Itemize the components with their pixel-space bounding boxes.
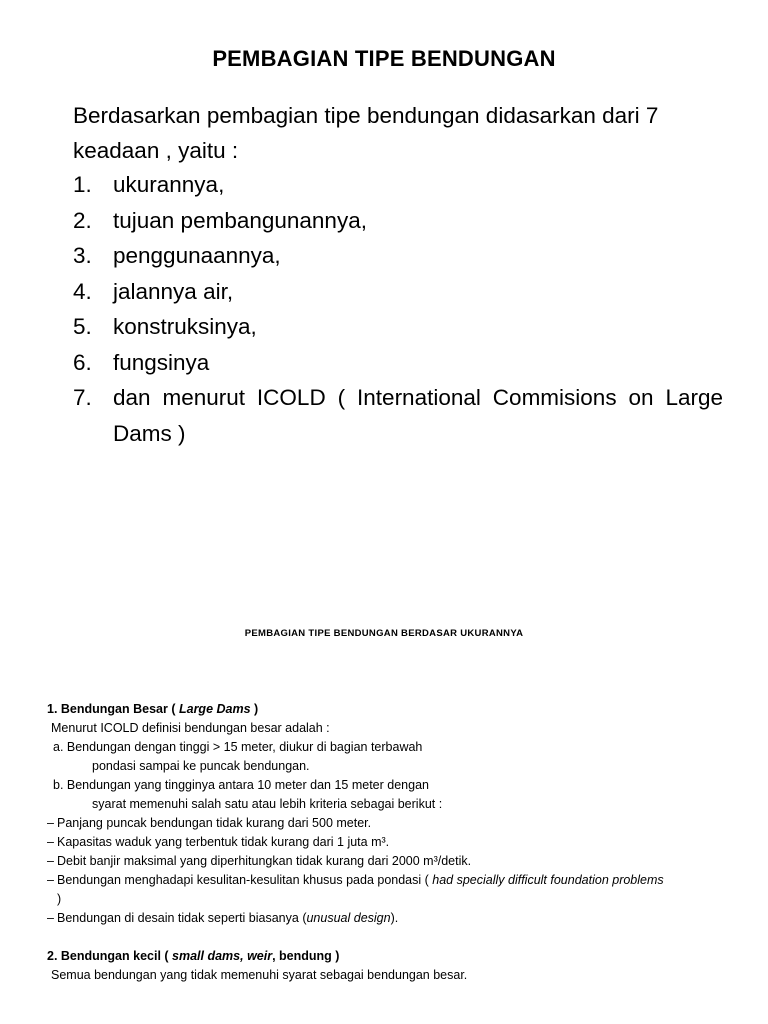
criterion-a: a. Bendungan dengan tinggi > 15 meter, diukur di bagian terbawah (53, 740, 423, 754)
list-item (73, 203, 723, 239)
list-item (47, 852, 737, 871)
criterion-b-continued: syarat memenuhi salah satu atau lebih kriteria sebagai berikut : (92, 797, 443, 811)
list-item-text: dan menurut ICOLD ( International Commisions on Large Dams ) (113, 385, 723, 446)
page-title: PEMBAGIAN TIPE BENDUNGAN (212, 46, 556, 71)
list-item (73, 309, 723, 345)
list-item-number: 3. (73, 243, 92, 268)
definition-line: Semua bendungan yang tidak memenuhi syarat sebagai bendungan besar. (51, 968, 468, 982)
section-subtitle: PEMBAGIAN TIPE BENDUNGAN BERDASAR UKURANNYA (244, 628, 524, 639)
section-heading (47, 947, 737, 966)
bullet-text: Bendungan menghadapi kesulitan-kesulitan khusus pada pondasi ( (57, 873, 433, 887)
heading-suffix-text: , bendung ) (272, 949, 340, 963)
definition-line: Menurut ICOLD definisi bendungan besar adalah : (51, 721, 330, 735)
bullet-end-text: ). (390, 911, 399, 925)
list-item-number: 2. (73, 207, 92, 233)
list-item-number: 5. (73, 314, 92, 339)
heading-italic-text: small dams, weir (172, 949, 273, 963)
list-item-number: 6. (73, 349, 92, 375)
dash-bullet: – (47, 816, 54, 830)
list-item-text: tujuan pembangunannya, (113, 207, 367, 233)
dash-bullet: – (47, 911, 54, 925)
heading-text: 2. Bendungan kecil ( (47, 949, 173, 963)
dash-bullet: – (47, 854, 54, 868)
list-item (47, 909, 737, 928)
bullet-text: Debit banjir maksimal yang diperhitungkan tidak kurang dari 2000 m³/detik. (57, 854, 472, 868)
bullet-text: Kapasitas waduk yang terbentuk tidak kurang dari 1 juta m³. (57, 835, 390, 849)
list-item (73, 380, 723, 451)
list-item (73, 238, 723, 274)
bullet-text: Panjang puncak bendungan tidak kurang dari 500 meter. (57, 816, 372, 830)
list-item-text: konstruksinya, (113, 314, 257, 339)
heading-suffix-text: ) (250, 702, 259, 716)
list-item-number: 7. (73, 385, 92, 410)
list-item-text: jalannya air, (113, 278, 234, 304)
dash-bullet: – (47, 873, 54, 887)
list-item-number: 1. (73, 172, 92, 197)
bullet-italic-text: had specially difficult foundation problems (432, 873, 664, 887)
list-item-text: ukurannya, (113, 172, 225, 197)
criterion-a-continued: pondasi sampai ke puncak bendungan. (92, 759, 310, 773)
list-item (47, 814, 737, 833)
large-dams-section (47, 700, 737, 928)
criteria-list (73, 167, 723, 451)
list-item (73, 274, 723, 310)
bullet-text: Bendungan di desain tidak seperti biasanya ( (57, 911, 307, 925)
list-item (73, 167, 723, 203)
list-item (47, 871, 737, 890)
list-item-number: 4. (73, 278, 92, 304)
section-heading (47, 700, 737, 719)
list-item (47, 833, 737, 852)
small-dams-section (47, 947, 737, 985)
dash-bullet: – (47, 835, 54, 849)
heading-text: 1. Bendungan Besar ( (47, 702, 179, 716)
criterion-b: b. Bendungan yang tingginya antara 10 meter dan 15 meter dengan (53, 778, 429, 792)
bullet-italic-text: unusual design (306, 911, 391, 925)
list-item-text: fungsinya (113, 349, 210, 375)
heading-italic-text: Large Dams (178, 702, 251, 716)
bullet-continued: ) (57, 892, 62, 906)
list-item-text: penggunaannya, (113, 243, 281, 268)
intro-paragraph: Berdasarkan pembagian tipe bendungan didasarkan dari 7 keadaan , yaitu : (73, 103, 659, 163)
list-item (73, 345, 723, 381)
